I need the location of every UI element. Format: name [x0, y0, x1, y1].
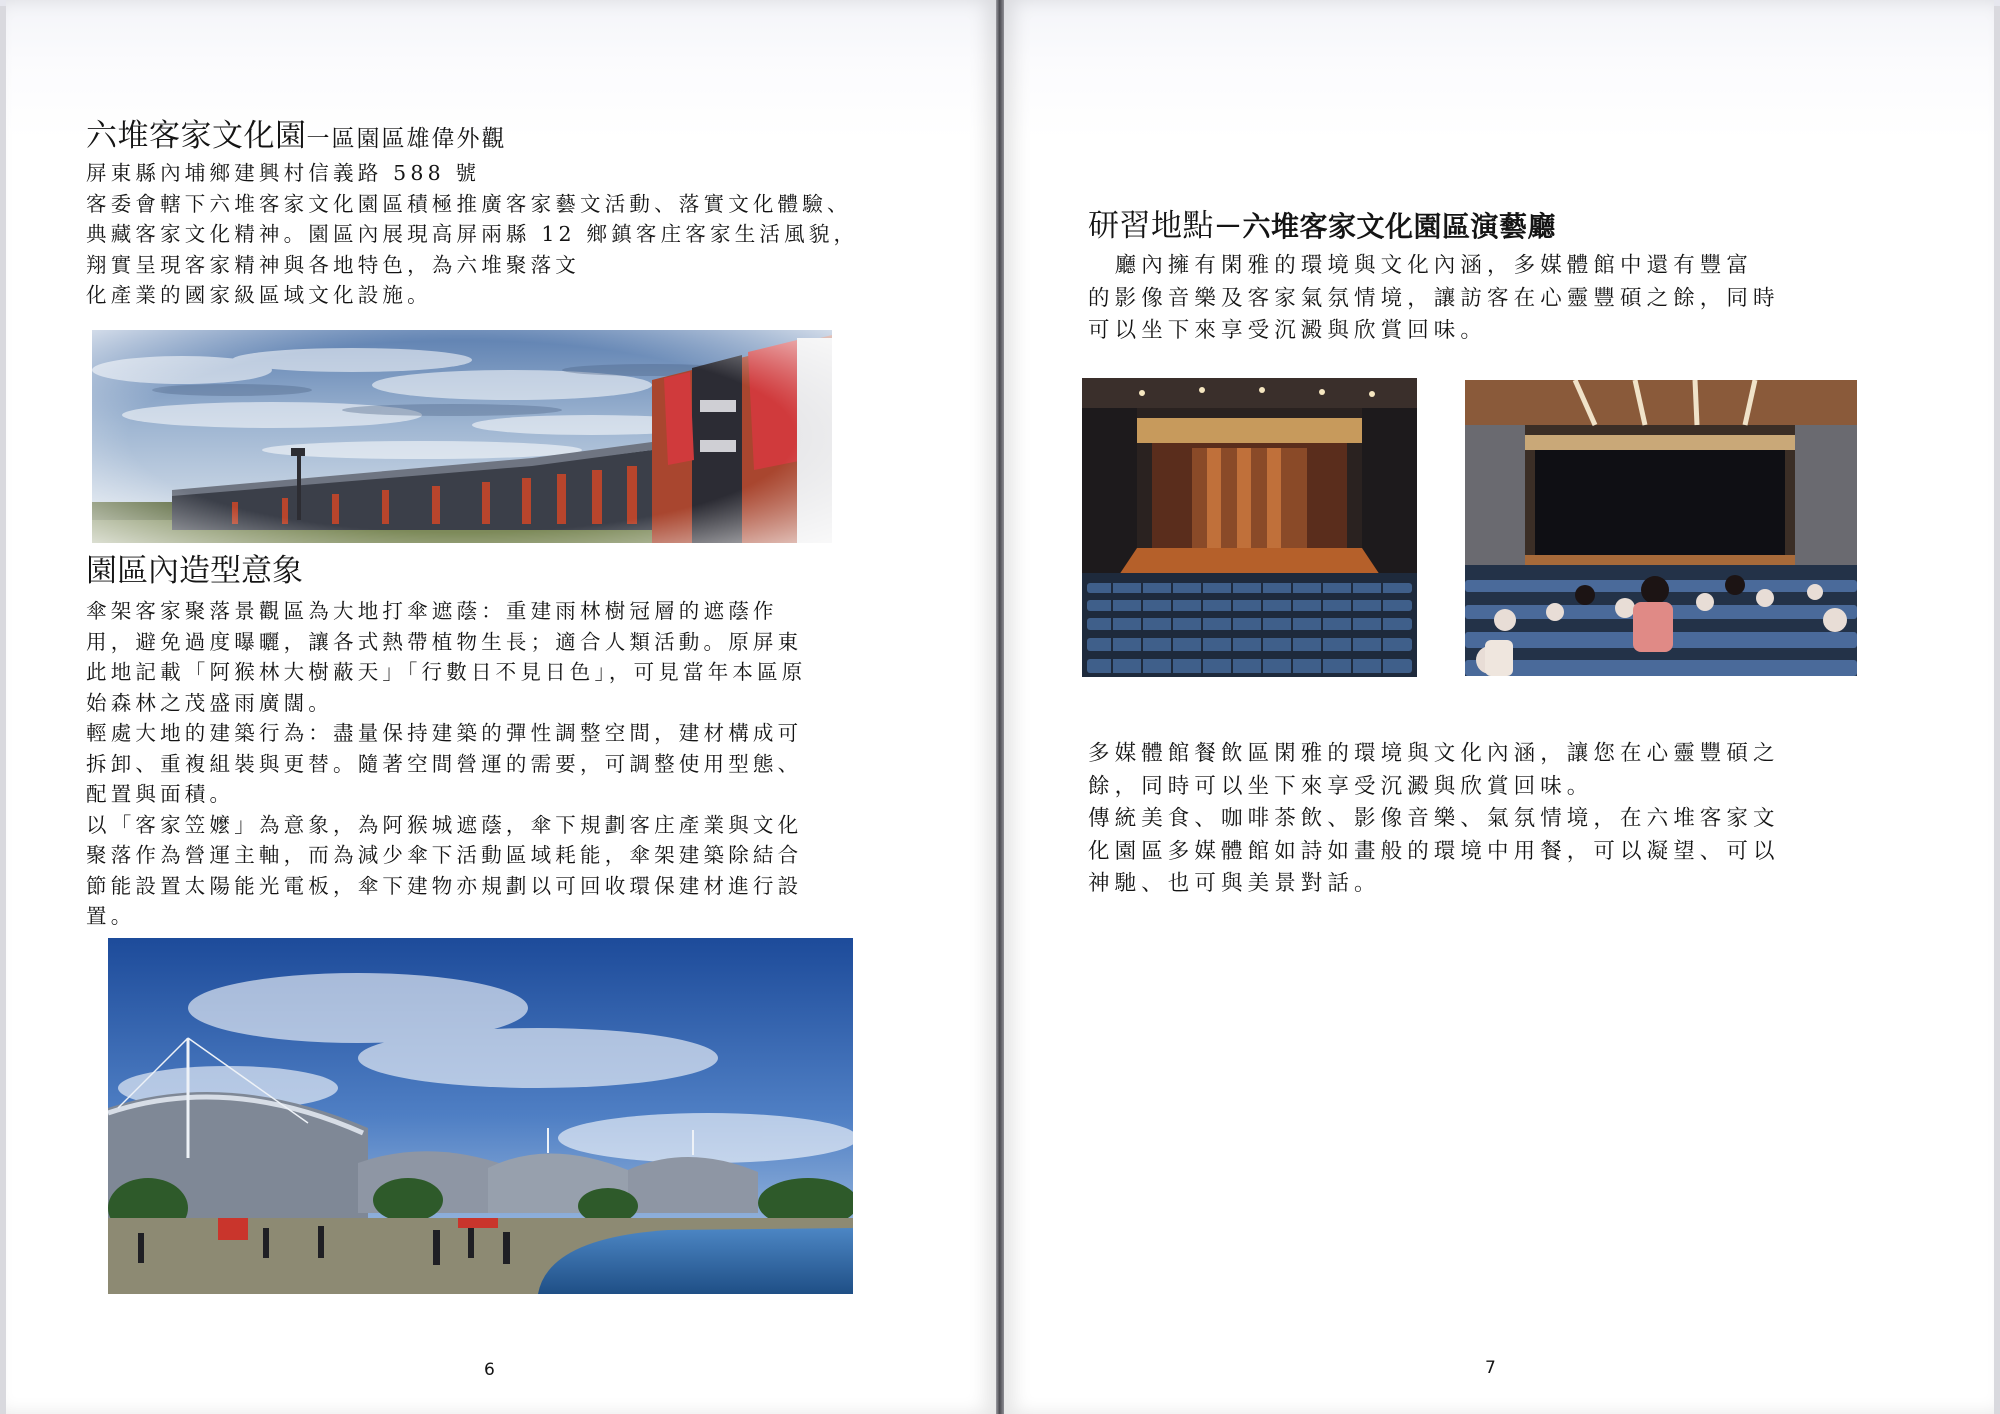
section-line: 傘架客家聚落景觀區為大地打傘遮蔭：重建雨林樹冠層的遮蔭作 [86, 599, 778, 623]
section-line: 用，避免過度曝曬，讓各式熱帶植物生長；適合人類活動。原屏東 [86, 629, 803, 654]
intro-line: 化產業的國家級區域文化設施。 [86, 283, 432, 307]
right-para1-block [1088, 250, 1968, 348]
right-title-sub: －六堆客家文化園區演藝廳 [1214, 210, 1557, 243]
left-page-number: 6 [484, 1360, 495, 1380]
section-line: 置。 [86, 904, 136, 928]
section-line: 節能設置太陽能光電板，傘下建物亦規劃以可回收環保建材進行設 [86, 873, 803, 898]
para2-line: 傳統美食、咖啡茶飲、影像音樂、氣氛情境，在六堆客家文 [1088, 806, 1780, 831]
para2-line: 化園區多媒體館如詩如畫般的環境中用餐，可以凝望、可以 [1088, 838, 1780, 864]
right-title-main: 研習地點 [1088, 208, 1214, 244]
left-intro-block [86, 158, 916, 311]
section-line: 輕處大地的建築行為：盡量保持建築的彈性調整空間，建材構成可 [86, 721, 803, 745]
section-line: 此地記載「阿猴林大樹蔽天」「行數日不見日色」，可見當年本區原 [86, 660, 807, 684]
right-title [1088, 205, 1556, 245]
para2-line: 神馳、也可與美景對話。 [1088, 871, 1381, 896]
left-title [86, 118, 507, 155]
left-title-main: 六堆客家文化園 [86, 118, 307, 154]
para2-line: 餘，同時可以坐下來享受沉澱與欣賞回味。 [1088, 773, 1594, 799]
para1-line: 廳內擁有閑雅的環境與文化內涵，多媒體館中還有豐富 [1088, 253, 1754, 278]
section-line: 以「客家笠嬤」為意象，為阿猴城遮蔭，傘下規劃客庄產業與文化 [86, 812, 803, 837]
intro-line: 典藏客家文化精神。園區內展現高屏兩縣 12 鄉鎮客庄客家生活風貌， [86, 222, 859, 246]
para2-line: 多媒體館餐飲區閑雅的環境與文化內涵，讓您在心靈豐碩之 [1088, 741, 1780, 766]
left-page [6, 0, 996, 1414]
address-line: 屏東縣內埔鄉建興村信義路 588 號 [86, 161, 481, 185]
theater-stage-photo [1082, 378, 1417, 677]
section-line: 聚落作為營運主軸，而為減少傘下活動區域耗能，傘架建築除結合 [86, 843, 803, 867]
park-exterior-photo [92, 330, 832, 543]
left-title-sub: 一區園區雄偉外觀 [306, 126, 507, 152]
right-page-number: 7 [1485, 1358, 1496, 1378]
para1-line: 可以坐下來享受沉澱與欣賞回味。 [1088, 318, 1488, 343]
section-line: 配置與面積。 [86, 782, 235, 806]
section-line: 拆卸、重複組裝與更替。隨著空間營運的需要，可調整使用型態、 [86, 751, 803, 776]
left-section-title: 園區內造型意象 [86, 553, 303, 589]
right-page [1004, 0, 1994, 1414]
left-section-block [86, 596, 916, 932]
right-para2-block [1088, 738, 1968, 901]
canopy-landscape-photo [108, 938, 853, 1294]
intro-line: 翔實呈現客家精神與各地特色，為六堆聚落文 [86, 252, 580, 277]
book-spine [996, 0, 1004, 1414]
section-line: 始森林之茂盛雨廣闊。 [86, 690, 333, 715]
intro-line: 客委會轄下六堆客家文化園區積極推廣客家藝文活動、落實文化體驗、 [86, 191, 852, 216]
theater-audience-photo [1465, 380, 1857, 676]
para1-line: 的影像音樂及客家氣氛情境，讓訪客在心靈豐碩之餘，同時 [1088, 285, 1780, 311]
